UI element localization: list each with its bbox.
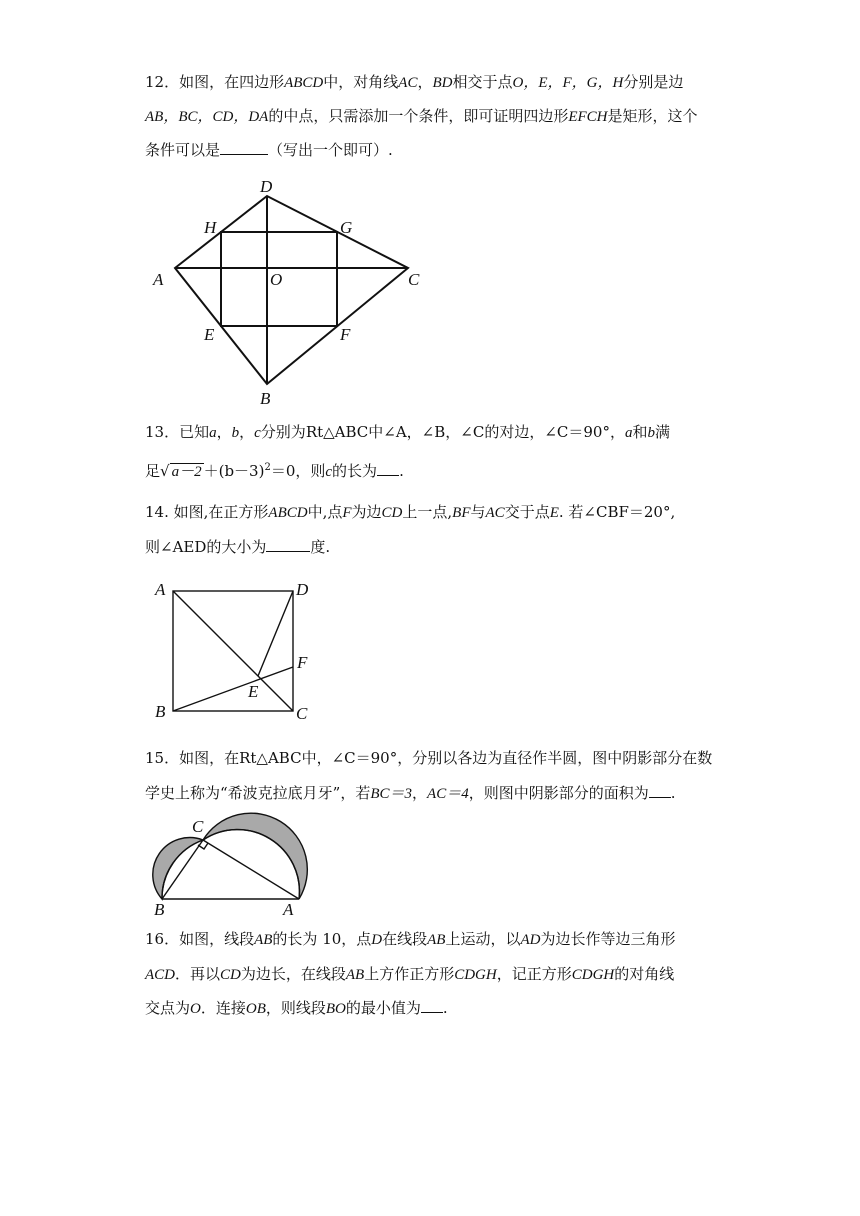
lune-ac [203,813,307,899]
q16-line3: 交点为O．连接OB，则线段BO的最小值为 . [145,999,448,1017]
q16-line2: ACD．再以CD为边长，在线段AB上方作正方形CDGH，记正方形CDGH的对角线 [145,965,675,983]
segment-ed [258,591,293,676]
q12-line2: AB，BC，CD，DA的中点，只需添加一个条件，即可证明四边形EFCH是矩形，这个 [145,107,698,125]
label-b: B [260,389,271,408]
label-c: C [408,270,420,289]
diag-ac [173,591,293,711]
answer-blank [266,537,310,552]
q12-line3: 条件可以是 （写出一个即可）. [145,141,393,159]
label-c: C [192,817,204,836]
label-g: G [340,218,353,237]
q12-line1: 12．如图，在四边形ABCD中，对角线AC，BD相交于点O，E，F，G，H分别是边 [145,73,684,91]
label-a: A [283,900,294,919]
label-b: B [154,900,165,919]
lune-bc [153,838,203,899]
label-h: H [204,218,217,237]
label-e: E [248,682,259,701]
segment-bf [173,667,293,711]
label-f: F [297,653,308,672]
q15-line1: 15．如图，在Rt△ABC中，∠C＝90°，分别以各边为直径作半圆，图中阴影部分在数 [145,749,713,767]
q15-figure [140,815,310,920]
label-d: D [296,580,309,599]
label-c: C [296,704,308,723]
q13-line2: 足√ $a-2 +(b-3)^2=0$，则c的长为 . [145,462,404,480]
label-d: D [260,177,273,196]
label-e: E [204,325,215,344]
label-b: B [155,702,166,721]
q14-line2: 则∠AED的大小为 度. [145,538,331,556]
answer-blank [421,998,443,1013]
answer-blank [220,140,268,155]
label-o: O [270,270,283,289]
label-a: A [155,580,166,599]
label-f: F [340,325,351,344]
label-a: A [153,270,164,289]
q13-line1: 13．已知a，b，c分别为Rt△ABC中∠A，∠B，∠C的对边，∠C＝90°，a和b满 [145,423,670,441]
q16-line1: 16．如图，线段AB的长为 10，点D在线段AB上运动，以AD为边长作等边三角形 [145,930,676,948]
answer-blank [377,461,399,476]
q14-figure [148,575,328,725]
q14-line1: 14. 如图,在正方形ABCD中,点F为边CD上一点,BF与AC交于点E. 若∠CBF＝20°, [145,503,676,521]
q15-line2: 学史上称为“希波克拉底月牙”，若BC＝3，AC＝4，则图中阴影部分的面积为 . [145,784,676,802]
answer-blank [649,783,671,798]
q12-figure [140,175,440,410]
